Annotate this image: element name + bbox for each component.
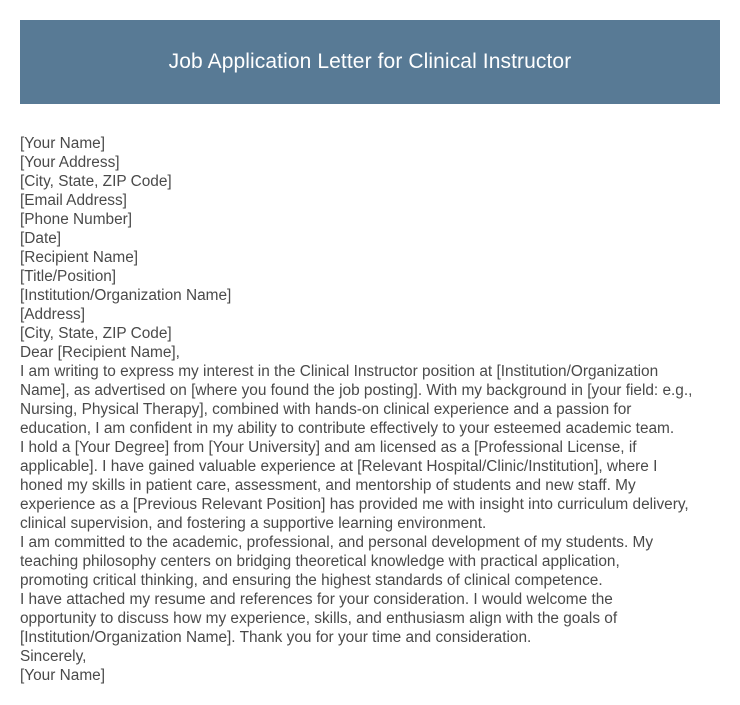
recipient-block xyxy=(20,248,720,343)
paragraph-line: Name], as advertised on [where you found the job posting]. With my background in [your field: e.g., xyxy=(20,382,693,399)
paragraph-line: experience as a [Previous Relevant Position] has provided me with insight into curriculum delivery, xyxy=(20,496,689,513)
paragraph-line: applicable]. I have gained valuable experience at [Relevant Hospital/Clinic/Institution], where I xyxy=(20,458,658,475)
letter-body xyxy=(20,134,720,685)
paragraph-intro xyxy=(20,362,720,438)
paragraph-philosophy xyxy=(20,533,720,590)
recipient-institution: [Institution/Organization Name] xyxy=(20,287,232,304)
title-banner xyxy=(20,20,720,104)
recipient-title: [Title/Position] xyxy=(20,268,117,285)
sender-address: [Your Address] xyxy=(20,154,120,171)
paragraph-line: opportunity to discuss how my experience, skills, and enthusiasm align with the goals of xyxy=(20,610,618,627)
paragraph-line: I have attached my resume and references for your consideration. I would welcome the xyxy=(20,591,613,608)
paragraph-line: education, I am confident in my ability to contribute effectively to your esteemed academic team. xyxy=(20,420,675,437)
paragraph-line: clinical supervision, and fostering a supportive learning environment. xyxy=(20,515,487,532)
paragraph-line: [Institution/Organization Name]. Thank you for your time and consideration. xyxy=(20,629,532,646)
closing: Sincerely, xyxy=(20,648,87,665)
paragraph-line: Nursing, Physical Therapy], combined with hands-on clinical experience and a passion for xyxy=(20,401,632,418)
sender-phone: [Phone Number] xyxy=(20,211,133,228)
paragraph-line: I am writing to express my interest in the Clinical Instructor position at [Institution/Organization xyxy=(20,363,659,380)
sender-name: [Your Name] xyxy=(20,135,105,152)
page-title: Job Application Letter for Clinical Instructor xyxy=(168,50,572,73)
paragraph-line: I hold a [Your Degree] from [Your University] and am licensed as a [Professional License, if xyxy=(20,439,637,456)
salutation: Dear [Recipient Name], xyxy=(20,344,180,361)
paragraph-line: teaching philosophy centers on bridging theoretical knowledge with practical application, xyxy=(20,553,620,570)
recipient-name: [Recipient Name] xyxy=(20,249,139,266)
paragraph-qualifications xyxy=(20,438,720,533)
paragraph-line: I am committed to the academic, professional, and personal development of my students. My xyxy=(20,534,654,551)
signature: [Your Name] xyxy=(20,667,105,684)
recipient-city-state-zip: [City, State, ZIP Code] xyxy=(20,325,172,342)
sender-block xyxy=(20,134,720,248)
sender-email: [Email Address] xyxy=(20,192,127,209)
paragraph-line: honed my skills in patient care, assessment, and mentorship of students and new staff. My xyxy=(20,477,636,494)
letter-date: [Date] xyxy=(20,230,62,247)
sender-city-state-zip: [City, State, ZIP Code] xyxy=(20,173,172,190)
paragraph-closing xyxy=(20,590,720,647)
recipient-address: [Address] xyxy=(20,306,86,323)
paragraph-line: promoting critical thinking, and ensuring the highest standards of clinical competence. xyxy=(20,572,603,589)
